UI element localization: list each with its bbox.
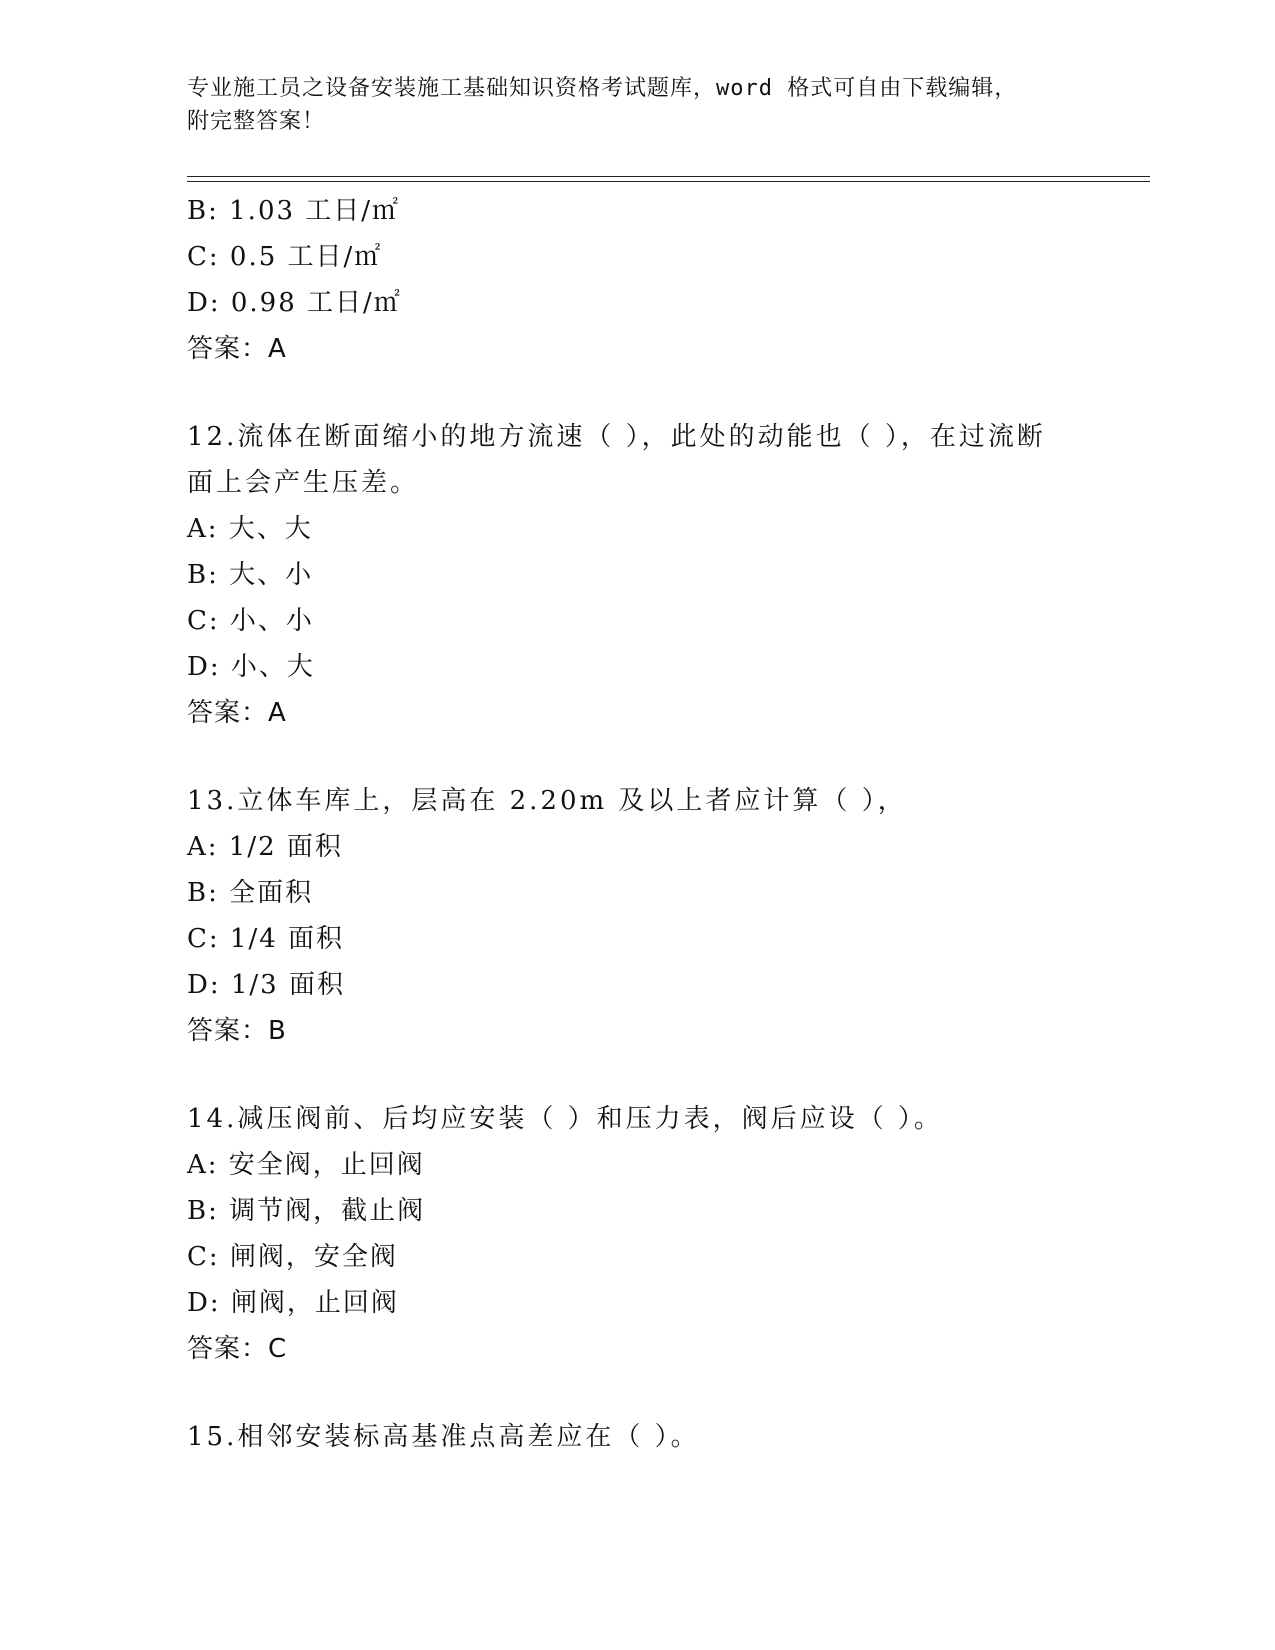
answer-line: 答案：A [187,698,287,728]
question-stem: 14.减压阀前、后均应安装（ ）和压力表，阀后应设（ ）。 [187,1104,943,1134]
question-12 [187,414,1087,736]
answer-line: 答案：A [187,334,287,364]
option-b: B: 调节阀，截止阀 [187,1196,426,1226]
spacer [187,736,1087,778]
option-d: D: 闸阀，止回阀 [187,1288,399,1318]
spacer [187,372,1087,414]
question-15 [187,1414,1087,1460]
option-a: A: 安全阀，止回阀 [187,1150,425,1180]
spacer [187,1372,1087,1414]
question-list [187,188,1087,1460]
header-divider-top [187,176,1150,177]
option-b: B: 全面积 [187,878,314,908]
question-11-tail [187,188,1087,372]
question-stem-continued: 面上会产生压差。 [187,468,420,498]
option-c: C: 闸阀，安全阀 [187,1242,398,1272]
option-c: C: 1/4 面积 [187,924,345,954]
question-13 [187,778,1087,1054]
option-d: D: 小、大 [187,652,315,682]
question-stem: 15.相邻安装标高基准点高差应在（ ）。 [187,1422,700,1452]
question-14 [187,1096,1087,1372]
answer-line: 答案：C [187,1334,288,1364]
question-stem: 13.立体车库上，层高在 2.20m 及以上者应计算（ ）， [187,786,907,816]
option-c: C: 小、小 [187,606,314,636]
header-divider-bottom [187,181,1150,182]
option-a: A: 1/2 面积 [187,832,343,862]
option-a: A: 大、大 [187,514,313,544]
document-header [187,72,1107,138]
option-d: D: 1/3 面积 [187,970,345,1000]
option-c: C: 0.5 工日/㎡ [187,242,383,272]
header-line-1: 专业施工员之设备安装施工基础知识资格考试题库，word 格式可自由下载编辑， [187,76,1018,101]
header-line-2: 附完整答案！ [187,109,326,134]
option-b: B: 大、小 [187,560,314,590]
option-b: B: 1.03 工日/㎡ [187,196,401,226]
answer-line: 答案：B [187,1016,287,1046]
spacer [187,1054,1087,1096]
option-d: D: 0.98 工日/㎡ [187,288,402,318]
question-stem: 12.流体在断面缩小的地方流速（ ），此处的动能也（ ），在过流断 [187,422,1046,452]
